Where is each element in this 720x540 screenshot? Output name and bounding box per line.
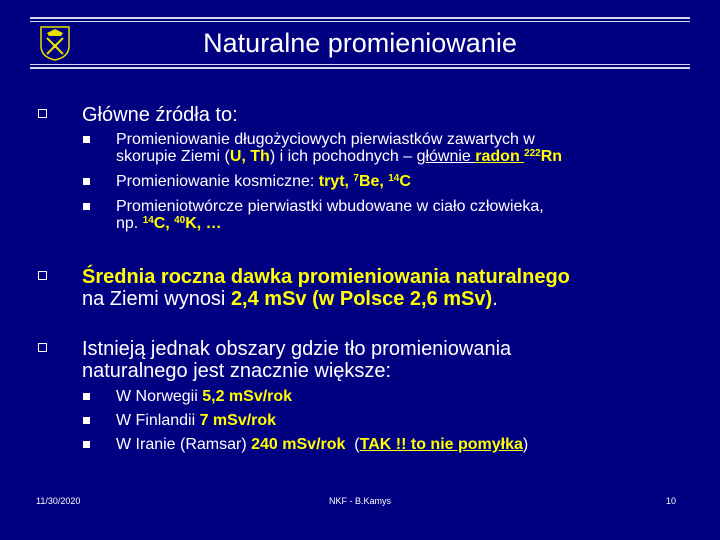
bullet-square-icon [83,393,90,400]
bullet-box-icon [38,271,47,280]
header-rule-top [30,17,690,19]
sub-bullet-cosmic-radiation: Promieniowanie kosmiczne: tryt, $^7$Be, $^{14}$C [116,173,411,192]
sub-bullet-body-elements: Promieniotwórcze pierwiastki wbudowane w ciało człowieka, np. $^{14}$C, $^{40}$K, … [116,198,544,234]
footer-page-number: 10 [665,496,676,506]
footer-date: 11/30/2020 [36,496,81,506]
footer-author: NKF - B.Kamys [328,496,391,506]
sub-bullet-iran: W Iranie (Ramsar) 240 mSv/rok (TAK !! to nie pomyłka) [116,436,528,453]
sub-bullet-finland: W Finlandii 7 mSv/rok [116,412,276,429]
header-rule-bottom-thin [30,64,690,65]
sub-bullet-norway: W Norwegii 5,2 mSv/rok [116,388,292,405]
bullet-square-icon [83,178,90,185]
bullet-high-background-areas: Istnieją jednak obszary gdzie tło promieniowania naturalnego jest znacznie większe: [82,338,511,382]
slide-title: Naturalne promieniowanie [203,28,517,58]
sub-bullet-long-lived-elements: Promieniowanie długożyciowych pierwiastków zawartych w skorupie Ziemi (U, Th) i ich pochodnych – głównie radon $^{222}$Rn [116,131,562,167]
bullet-square-icon [83,417,90,424]
header-rule-top-thin [30,21,690,22]
bullet-main-sources: Główne źródła to: [82,104,238,126]
bullet-square-icon [83,136,90,143]
bullet-square-icon [83,203,90,210]
header-rule-bottom [30,67,690,69]
bullet-box-icon [38,109,47,118]
bullet-average-dose: Średnia roczna dawka promieniowania naturalnego na Ziemi wynosi 2,4 mSv (w Polsce 2,6 mSv). [82,266,570,310]
bullet-box-icon [38,343,47,352]
bullet-square-icon [83,441,90,448]
